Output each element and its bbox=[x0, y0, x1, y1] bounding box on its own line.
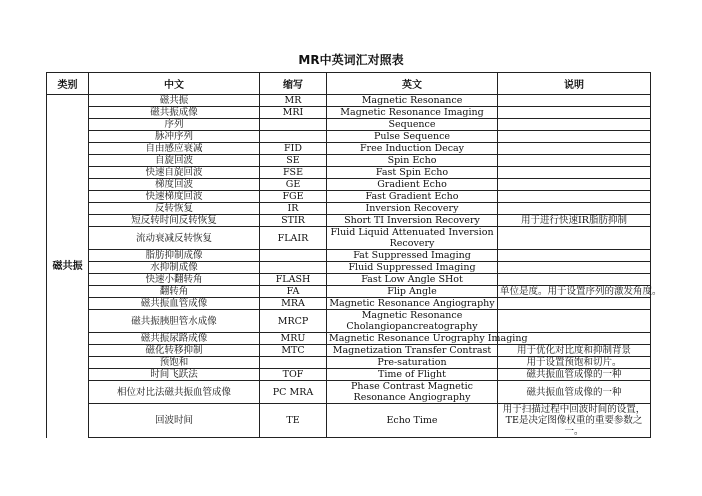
cell-english: Flip Angle bbox=[327, 286, 498, 298]
cell-abbr bbox=[260, 250, 327, 262]
cell-abbr bbox=[260, 262, 327, 274]
glossary-table bbox=[46, 72, 662, 438]
table-row bbox=[47, 262, 651, 274]
cell-note bbox=[498, 143, 651, 155]
cell-note bbox=[498, 262, 651, 274]
cell-english: Spin Echo bbox=[327, 155, 498, 167]
table-row bbox=[47, 369, 651, 381]
table-row bbox=[47, 333, 651, 345]
table-row bbox=[47, 404, 651, 438]
cell-abbr: FGE bbox=[260, 191, 327, 203]
cell-chinese: 预饱和 bbox=[89, 357, 260, 369]
cell-chinese: 磁共振尿路成像 bbox=[89, 333, 260, 345]
cell-abbr: PC MRA bbox=[260, 381, 327, 404]
cell-chinese: 磁共振胰胆管水成像 bbox=[89, 310, 260, 333]
cell-abbr bbox=[260, 119, 327, 131]
document-title: MR中英词汇对照表 bbox=[298, 53, 404, 67]
cell-english: Inversion Recovery bbox=[327, 203, 498, 215]
cell-english: Magnetic Resonance Imaging bbox=[327, 107, 498, 119]
cell-note bbox=[498, 310, 651, 333]
cell-note: 用于扫描过程中回波时间的设置，TE是决定图像权重的重要参数之一。 bbox=[498, 404, 651, 438]
cell-abbr: FID bbox=[260, 143, 327, 155]
cell-abbr bbox=[260, 357, 327, 369]
table-row bbox=[47, 250, 651, 262]
cell-chinese: 相位对比法磁共振血管成像 bbox=[89, 381, 260, 404]
cell-english: Fast Spin Echo bbox=[327, 167, 498, 179]
cell-abbr: MTC bbox=[260, 345, 327, 357]
table-row bbox=[47, 381, 651, 404]
cell-english: Sequence bbox=[327, 119, 498, 131]
table-body bbox=[47, 95, 662, 438]
cell-note bbox=[498, 107, 651, 119]
cell-chinese: 梯度回波 bbox=[89, 179, 260, 191]
header-abbr: 缩写 bbox=[260, 73, 327, 95]
cell-chinese: 磁共振血管成像 bbox=[89, 298, 260, 310]
cell-abbr: MRCP bbox=[260, 310, 327, 333]
cell-abbr: FA bbox=[260, 286, 327, 298]
table-row bbox=[47, 274, 651, 286]
table-row bbox=[47, 286, 651, 298]
cell-abbr bbox=[260, 131, 327, 143]
table-row bbox=[47, 155, 651, 167]
header-english: 英文 bbox=[327, 73, 498, 95]
cell-chinese: 回波时间 bbox=[89, 404, 260, 438]
cell-note bbox=[498, 131, 651, 143]
table-row bbox=[47, 131, 651, 143]
table-row bbox=[47, 357, 651, 369]
cell-english: Echo Time bbox=[327, 404, 498, 438]
cell-english: Magnetic Resonance bbox=[327, 95, 498, 107]
cell-abbr: FLASH bbox=[260, 274, 327, 286]
table-row bbox=[47, 179, 651, 191]
cell-note bbox=[498, 179, 651, 191]
cell-note: 用于进行快速IR脂肪抑制 bbox=[498, 215, 651, 227]
cell-abbr: MRA bbox=[260, 298, 327, 310]
cell-english: Short TI Inversion Recovery bbox=[327, 215, 498, 227]
cell-english: Pulse Sequence bbox=[327, 131, 498, 143]
cell-note bbox=[498, 203, 651, 215]
cell-chinese: 序列 bbox=[89, 119, 260, 131]
cell-english: Gradient Echo bbox=[327, 179, 498, 191]
cell-english: Magnetization Transfer Contrast bbox=[327, 345, 498, 357]
cell-chinese: 脉冲序列 bbox=[89, 131, 260, 143]
cell-chinese: 磁化转移抑制 bbox=[89, 345, 260, 357]
cell-note: 磁共振血管成像的一种 bbox=[498, 381, 651, 404]
header-row bbox=[47, 73, 651, 95]
cell-note bbox=[498, 227, 651, 250]
cell-english: Magnetic Resonance Urography Imaging bbox=[327, 333, 498, 345]
cell-english: Free Induction Decay bbox=[327, 143, 498, 155]
table-row bbox=[47, 95, 651, 107]
category-cell: 磁共振 bbox=[47, 95, 89, 438]
cell-abbr: STIR bbox=[260, 215, 327, 227]
cell-chinese: 短反转时间反转恢复 bbox=[89, 215, 260, 227]
cell-chinese: 流动衰减反转恢复 bbox=[89, 227, 260, 250]
cell-note: 磁共振血管成像的一种 bbox=[498, 369, 651, 381]
cell-note: 单位是度。用于设置序列的激发角度。 bbox=[498, 286, 651, 298]
table-row bbox=[47, 310, 651, 333]
cell-note bbox=[498, 95, 651, 107]
cell-english: Fast Low Angle SHot bbox=[327, 274, 498, 286]
table-row bbox=[47, 191, 651, 203]
table-row bbox=[47, 203, 651, 215]
table-row bbox=[47, 345, 651, 357]
cell-english: Phase Contrast Magnetic Resonance Angiography bbox=[327, 381, 498, 404]
cell-note: 用于设置预饱和切片。 bbox=[498, 357, 651, 369]
cell-english: Fluid Liquid Attenuated Inversion Recovery bbox=[327, 227, 498, 250]
table-row bbox=[47, 119, 651, 131]
cell-abbr: MRI bbox=[260, 107, 327, 119]
cell-chinese: 自旋回波 bbox=[89, 155, 260, 167]
cell-note bbox=[498, 191, 651, 203]
header-chinese: 中文 bbox=[89, 73, 260, 95]
cell-english: Fast Gradient Echo bbox=[327, 191, 498, 203]
cell-abbr: TOF bbox=[260, 369, 327, 381]
cell-abbr: GE bbox=[260, 179, 327, 191]
cell-note bbox=[498, 274, 651, 286]
cell-note: 用于优化对比度和抑制背景 bbox=[498, 345, 651, 357]
cell-note bbox=[498, 250, 651, 262]
header-category: 类别 bbox=[47, 73, 89, 95]
cell-abbr: MR bbox=[260, 95, 327, 107]
cell-chinese: 自由感应衰减 bbox=[89, 143, 260, 155]
cell-note bbox=[498, 298, 651, 310]
cell-chinese: 快速小翻转角 bbox=[89, 274, 260, 286]
cell-english: Fat Suppressed Imaging bbox=[327, 250, 498, 262]
cell-abbr: MRU bbox=[260, 333, 327, 345]
cell-chinese: 反转恢复 bbox=[89, 203, 260, 215]
cell-english: Fluid Suppressed Imaging bbox=[327, 262, 498, 274]
cell-abbr: FSE bbox=[260, 167, 327, 179]
cell-english: Magnetic Resonance Cholangiopancreatography bbox=[327, 310, 498, 333]
table-row bbox=[47, 227, 651, 250]
header-note: 说明 bbox=[498, 73, 651, 95]
table-row bbox=[47, 215, 651, 227]
cell-abbr: TE bbox=[260, 404, 327, 438]
cell-english: Pre-saturation bbox=[327, 357, 498, 369]
cell-english: Magnetic Resonance Angiography bbox=[327, 298, 498, 310]
cell-english: Time of Flight bbox=[327, 369, 498, 381]
cell-chinese: 快速自旋回波 bbox=[89, 167, 260, 179]
table-row bbox=[47, 107, 651, 119]
cell-abbr: SE bbox=[260, 155, 327, 167]
cell-chinese: 水抑制成像 bbox=[89, 262, 260, 274]
table-row bbox=[47, 143, 651, 155]
cell-chinese: 时间飞跃法 bbox=[89, 369, 260, 381]
cell-chinese: 翻转角 bbox=[89, 286, 260, 298]
table-row bbox=[47, 298, 651, 310]
table-row bbox=[47, 167, 651, 179]
cell-chinese: 磁共振成像 bbox=[89, 107, 260, 119]
cell-note bbox=[498, 167, 651, 179]
cell-chinese: 磁共振 bbox=[89, 95, 260, 107]
cell-chinese: 快速梯度回波 bbox=[89, 191, 260, 203]
cell-note bbox=[498, 119, 651, 131]
cell-abbr: FLAIR bbox=[260, 227, 327, 250]
cell-note bbox=[498, 155, 651, 167]
cell-abbr: IR bbox=[260, 203, 327, 215]
cell-chinese: 脂肪抑制成像 bbox=[89, 250, 260, 262]
